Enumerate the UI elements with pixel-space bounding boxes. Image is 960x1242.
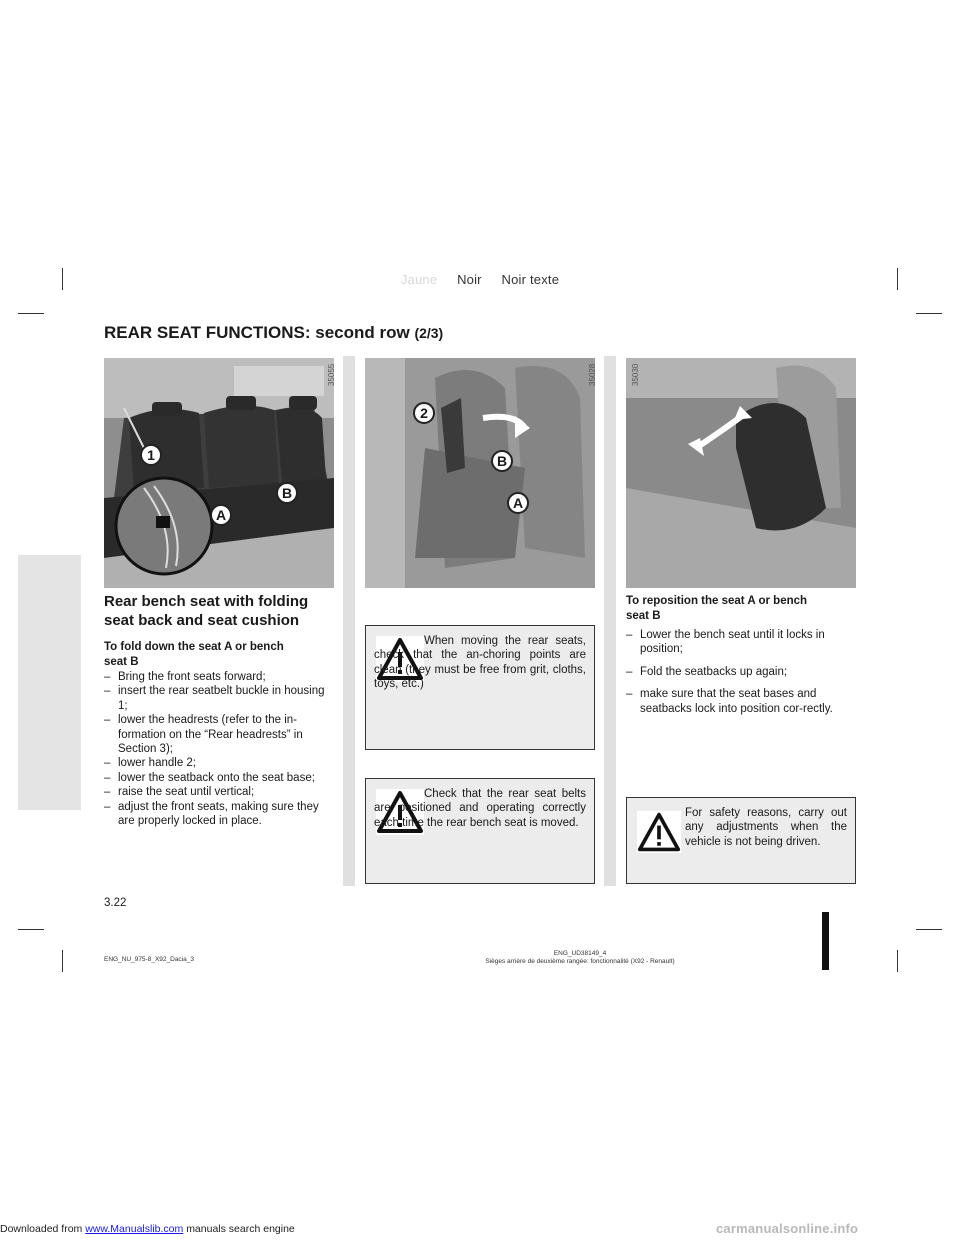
list-item: – raise the seat until vertical;: [104, 785, 334, 799]
column-divider: [604, 356, 616, 886]
download-note: [0, 1223, 295, 1235]
list-item: – lower handle 2;: [104, 756, 334, 770]
warning-text: For safety reasons, carry out any adjustments when the vehicle is not being driven.: [685, 807, 847, 848]
image-code: 35028: [588, 363, 597, 386]
list-item: – lower the headrests (refer to the in-formation on the “Rear headrests” in Section 3);: [104, 713, 334, 756]
callout-a: A: [507, 492, 529, 514]
crop-mark: [18, 313, 44, 314]
list-item: – insert the rear seatbelt buckle in housing 1;: [104, 684, 334, 713]
section-tab: [18, 555, 81, 810]
photo-rear-bench-seat: [104, 358, 334, 588]
list-item: – Bring the front seats forward;: [104, 670, 334, 684]
photo-seat-vertical: [626, 358, 856, 588]
page-edge-bar: [822, 912, 829, 970]
page-number: 3.22: [104, 897, 127, 909]
warning-box: [365, 778, 595, 884]
print-color-labels: [0, 272, 960, 287]
crop-mark: [916, 313, 942, 314]
watermark: carmanualsonline.info: [716, 1221, 859, 1236]
image-code: 35030: [631, 363, 640, 386]
crop-mark: [18, 929, 44, 930]
crop-mark: [62, 950, 63, 972]
list-item: – lower the seatback onto the seat base;: [104, 771, 334, 785]
reposition-subheading-line2: seat B: [626, 610, 661, 622]
reposition-subheading-line1: To reposition the seat A or bench: [626, 595, 808, 607]
fold-steps-list: [104, 670, 334, 828]
list-item: – adjust the front seats, making sure they are properly locked in place.: [104, 800, 334, 829]
fold-subheading-line1: To fold down the seat A or bench: [104, 641, 284, 653]
download-suffix: manuals search engine: [186, 1223, 295, 1235]
section-heading-line2: seat back and seat cushion: [104, 612, 300, 629]
reposition-steps-list: [626, 628, 856, 724]
reposition-subheading: [626, 594, 807, 624]
crop-mark: [916, 929, 942, 930]
warning-text: When moving the rear seats, check that the an-choring points are clean (they must be free from grit, cloths, toys, etc.): [374, 635, 586, 691]
color-label-noir: Noir: [457, 272, 482, 287]
callout-a: A: [210, 504, 232, 526]
section-heading-line1: Rear bench seat with folding: [104, 593, 309, 610]
list-item: – Lower the bench seat until it locks in position;: [626, 628, 856, 657]
list-item: – make sure that the seat bases and seatbacks lock into position cor-rectly.: [626, 687, 856, 716]
warning-icon: [637, 810, 681, 859]
warning-box: [626, 797, 856, 884]
section-heading: [104, 592, 308, 630]
color-label-noir-texte: Noir texte: [501, 272, 560, 287]
page-title: [104, 323, 443, 343]
page-title-main: REAR SEAT FUNCTIONS: second row: [104, 323, 410, 342]
callout-b: B: [276, 482, 298, 504]
image-code: 35055: [327, 363, 336, 386]
fold-subheading-line2: seat B: [104, 656, 139, 668]
manualslib-link[interactable]: www.Manualslib.com: [85, 1223, 184, 1235]
warning-text: Check that the rear seat belts are positioned and operating correctly each time the rear bench seat is moved.: [374, 788, 586, 829]
footer-left-code: ENG_NU_975-8_X92_Dacia_3: [104, 956, 194, 963]
warning-box: [365, 625, 595, 750]
footer-right-code: ENG_UD38149_4: [553, 950, 607, 957]
page-title-sub: (2/3): [414, 325, 444, 341]
callout-2: 2: [413, 402, 435, 424]
download-prefix: Downloaded from: [0, 1223, 83, 1235]
crop-mark: [897, 950, 898, 972]
list-item: – Fold the seatbacks up again;: [626, 665, 856, 679]
callout-1: 1: [140, 444, 162, 466]
color-label-jaune: Jaune: [400, 272, 438, 287]
footer-right-block: [440, 950, 720, 966]
callout-b: B: [491, 450, 513, 472]
fold-subheading: [104, 640, 284, 670]
footer-right-desc: Sièges arrière de deuxième rangée: fonctionnalité (X92 - Renault): [485, 958, 675, 965]
photo-folding-seat: [365, 358, 595, 588]
column-divider: [343, 356, 355, 886]
